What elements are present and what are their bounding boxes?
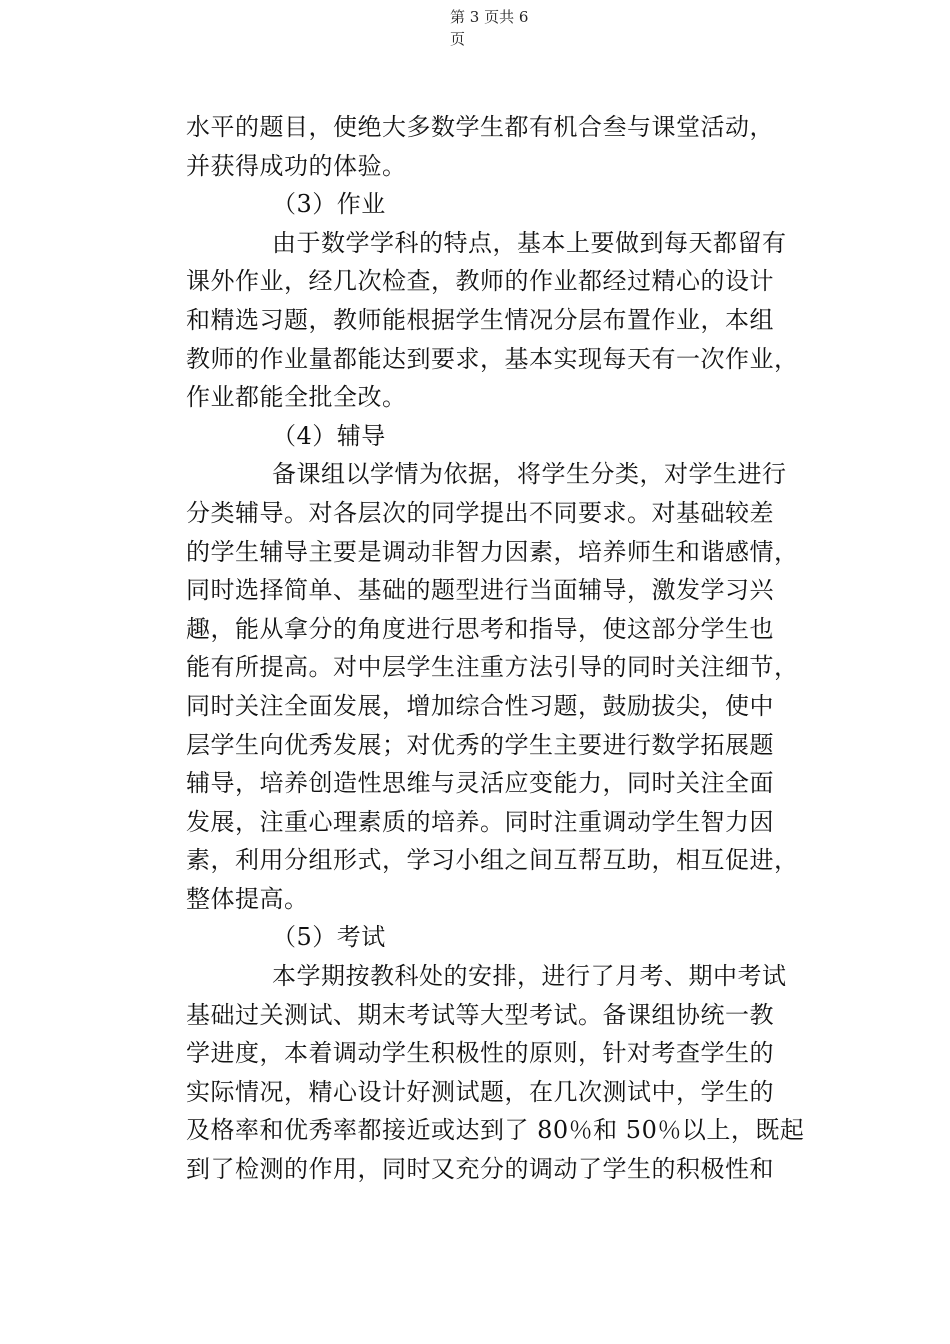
text-line: 素，利用分组形式，学习小组之间互帮互助，相互促进， (186, 846, 799, 875)
section-heading-tutoring: （4）辅导 (272, 421, 386, 450)
text-line: 学进度，本着调动学生积极性的原则，针对考查学生的 (186, 1039, 774, 1068)
text-line: 分类辅导。对各层次的同学提出不同要求。对基础较差 (186, 498, 774, 527)
text-line: 辅导，培养创造性思维与灵活应变能力，同时关注全面 (186, 769, 774, 798)
paragraph-start: 备课组以学情为依据，将学生分类，对学生进行 (272, 460, 787, 489)
text-line: 到了检测的作用，同时又充分的调动了学生的积极性和 (186, 1155, 774, 1184)
section-heading-exams: （5）考试 (272, 923, 386, 952)
text-line: 发展，注重心理素质的培养。同时注重调动学生智力因 (186, 807, 774, 836)
text-line: 趣，能从拿分的角度进行思考和指导，使这部分学生也 (186, 614, 774, 643)
text-line: 教师的作业量都能达到要求，基本实现每天有一次作业， (186, 344, 799, 373)
text-line: 实际情况，精心设计好测试题，在几次测试中，学生的 (186, 1077, 774, 1106)
text-line: 层学生向优秀发展；对优秀的学生主要进行数学拓展题 (186, 730, 774, 759)
text-line: 作业都能全批全改。 (186, 383, 407, 412)
page-number-line-2: 页 (450, 30, 466, 48)
text-line: 整体提高。 (186, 884, 309, 913)
text-line: 能有所提高。对中层学生注重方法引导的同时关注细节， (186, 653, 799, 682)
text-line: 同时关注全面发展，增加综合性习题，鼓励拔尖，使中 (186, 691, 774, 720)
text-line: 同时选择简单、基础的题型进行当面辅导，激发学习兴 (186, 576, 774, 605)
paragraph-start: 本学期按教科处的安排，进行了月考、期中考试 (272, 962, 787, 991)
page-number-header (450, 6, 560, 50)
section-heading-homework: （3）作业 (272, 190, 386, 219)
text-line: 和精选习题，教师能根据学生情况分层布置作业，本组 (186, 305, 774, 334)
page-number-line-1: 第 3 页共 6 (450, 8, 529, 26)
paragraph-start: 由于数学学科的特点，基本上要做到每天都留有 (272, 228, 787, 257)
text-line: 及格率和优秀率都接近或达到了 80％和 50％以上，既起 (186, 1116, 805, 1145)
text-line: 的学生辅导主要是调动非智力因素，培养师生和谐感情， (186, 537, 799, 566)
text-line: 并获得成功的体验。 (186, 151, 407, 180)
text-line: 基础过关测试、期末考试等大型考试。备课组协统一教 (186, 1000, 774, 1029)
text-line: 水平的题目，使绝大多数学生都有机合叁与课堂活动， (186, 113, 774, 141)
document-body (186, 108, 836, 1189)
text-line: 课外作业，经几次检查，教师的作业都经过精心的设计 (186, 267, 774, 296)
